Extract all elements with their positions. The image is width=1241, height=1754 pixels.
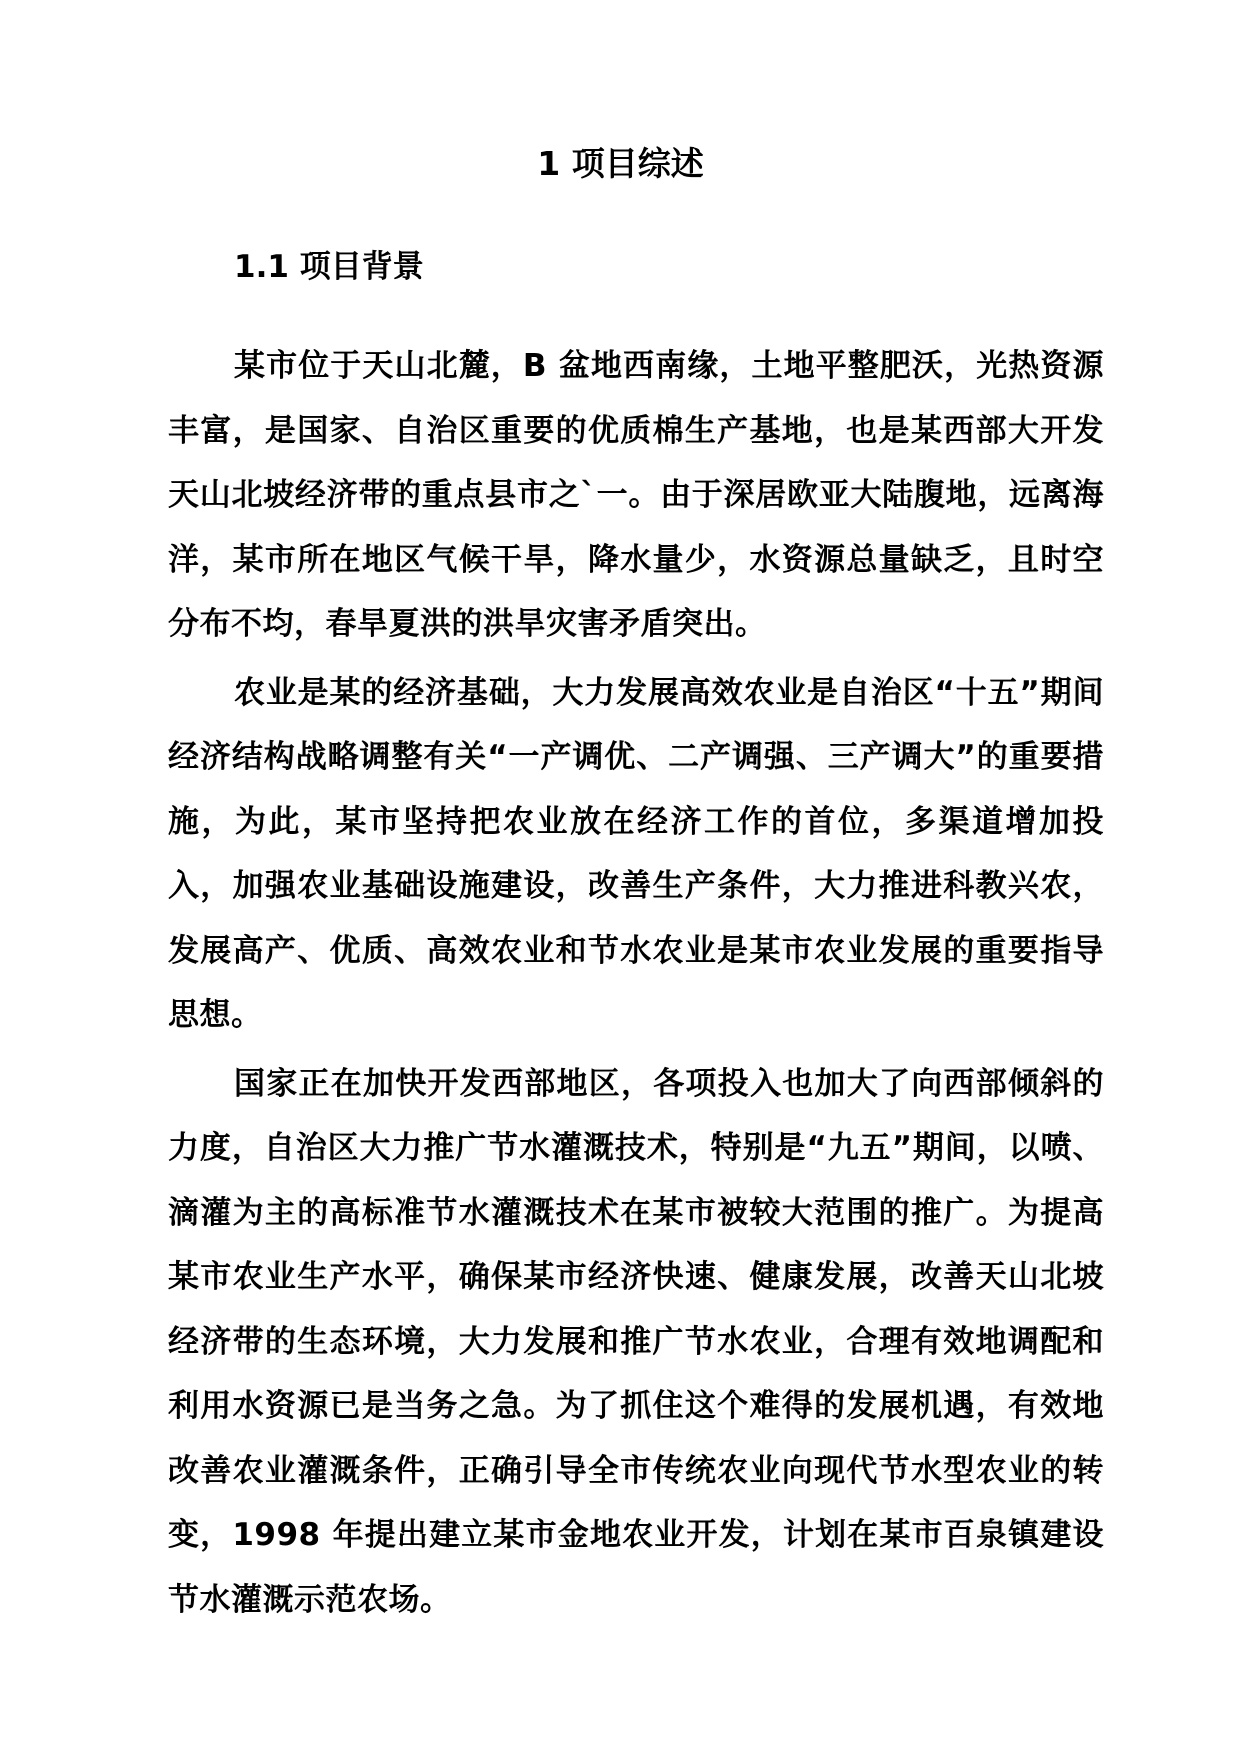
body-text: [168, 334, 1104, 1636]
paragraph-2: 农业是某的经济基础，大力发展高效农业是自治区“十五”期间经济结构战略调整有关“一产调优、二产调强、三产调大”的重要措施，为此，某市坚持把农业放在经济工作的首位，多渠道增加投入，加强农业基础设施建设，改善生产条件，大力推进科教兴农，发展高产、优质、高效农业和节水农业是某市农业发展的重要指导思想。: [168, 674, 1104, 1033]
section-title: 1.1 项目背景: [234, 249, 424, 285]
paragraph-1: 某市位于天山北麓，B 盆地西南缘，土地平整肥沃，光热资源丰富，是国家、自治区重要的优质棉生产基地，也是某西部大开发天山北坡经济带的重点县市之`一。由于深居欧亚大陆腹地，远离海洋，某市所在地区气候干旱，降水量少，水资源总量缺乏，且时空分布不均，春旱夏洪的洪旱灾害矛盾突出。: [168, 348, 1104, 642]
chapter-title: 1 项目综述: [537, 144, 704, 183]
paragraph-3: 国家正在加快开发西部地区，各项投入也加大了向西部倾斜的力度，自治区大力推广节水灌溉技术，特别是“九五”期间，以喷、滴灌为主的高标准节水灌溉技术在某市被较大范围的推广。为提高某市农业生产水平，确保某市经济快速、健康发展，改善天山北坡经济带的生态环境，大力发展和推广节水农业，合理有效地调配和利用水资源已是当务之急。为了抓住这个难得的发展机遇，有效地改善农业灌溉条件，正确引导全市传统农业向现代节水型农业的转变，1998 年提出建立某市金地农业开发，计划在某市百泉镇建设节水灌溉示范农场。: [168, 1065, 1104, 1618]
